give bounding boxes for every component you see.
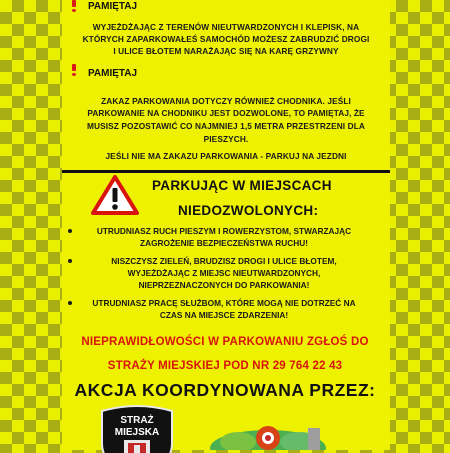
notice2-line: MUSISZ POZOSTAWIĆ CO NAJMNIEJ 1,5 METRA PRZESTRZENI DLA — [87, 121, 365, 131]
city-guard-badge-logo — [96, 403, 178, 453]
warning-triangle-icon — [90, 174, 140, 216]
report-line1: NIEPRAWIDŁOWOŚCI W PARKOWANIU ZGŁOŚ DO — [81, 336, 369, 348]
bullet-text: UTRUDNIASZ RUCH PIESZYM I ROWERZYSTOM, STWARZAJĄC ZAGROŻENIE BEZPIECZEŃSTWA RUCHU! — [96, 226, 352, 248]
list-item — [62, 297, 390, 321]
bullet-text: NISZCZYSZ ZIELEŃ, BRUDZISZ DROGI I ULICE BŁOTEM, WYJEŻDŻAJĄC Z MIEJSC NIEUTWARDZONYCH, NIEPRZEZNACZONYCH DO PARKOWANIA! — [111, 256, 337, 290]
badge-text-line2: MIEJSKA — [114, 427, 160, 438]
notice1-heading: PAMIĘTAJ — [88, 1, 138, 12]
notice1-line: KTÓRYCH ZAPARKOWAŁEŚ SAMOCHÓD MOŻESZ ZABRUDZIĆ DROGI — [82, 34, 370, 44]
exclamation-icon — [72, 0, 76, 11]
list-item — [62, 255, 390, 291]
notice1-line: WYJEŻDŻAJĄC Z TERENÓW NIEUTWARDZONYCH I KLEPISK, NA — [92, 22, 360, 32]
bullet-text: UTRUDNIASZ PRACĘ SŁUŻBOM, KTÓRE MOGĄ NIE DOTRZEĆ NA CZAS NA MIEJSCE ZDARZENIA! — [92, 298, 356, 320]
list-item — [62, 225, 390, 249]
coordination-heading: AKCJA KOORDYNOWANA PRZEZ: — [74, 380, 376, 400]
notice2-line: PIESZYCH. — [203, 134, 249, 144]
notice2-heading: PAMIĘTAJ — [88, 68, 138, 79]
municipal-crest-logo — [208, 418, 328, 450]
warning-title-line2: NIEDOZWOLONYCH: — [178, 203, 319, 218]
section-divider — [62, 170, 390, 173]
notice1-line: I ULICE BŁOTEM NARAŻAJĄC SIĘ NA KARĘ GRZYWNY — [113, 46, 339, 56]
exclamation-icon — [72, 64, 76, 75]
warning-title-line1: PARKUJĄC W MIEJSCACH — [152, 178, 332, 193]
badge-text-line1: STRAŻ — [120, 415, 154, 426]
bullet-dot — [68, 259, 72, 263]
notice2-line: PARKOWANIE NA CHODNIKU JEST DOZWOLONE, TO PAMIĘTAJ, ŻE — [87, 108, 365, 118]
report-line2: STRAŻY MIEJSKIEJ POD NR 29 764 22 43 — [107, 360, 343, 372]
notice2-line: ZAKAZ PARKOWANIA DOTYCZY RÓWNIEŻ CHODNIKA. JEŚLI — [101, 96, 351, 106]
bullet-dot — [68, 301, 72, 305]
bullet-dot — [68, 229, 72, 233]
notice2-line: JEŚLI NIE MA ZAKAZU PARKOWANIA - PARKUJ NA JEZDNI — [105, 151, 347, 161]
warning-bullet-list — [62, 225, 390, 327]
